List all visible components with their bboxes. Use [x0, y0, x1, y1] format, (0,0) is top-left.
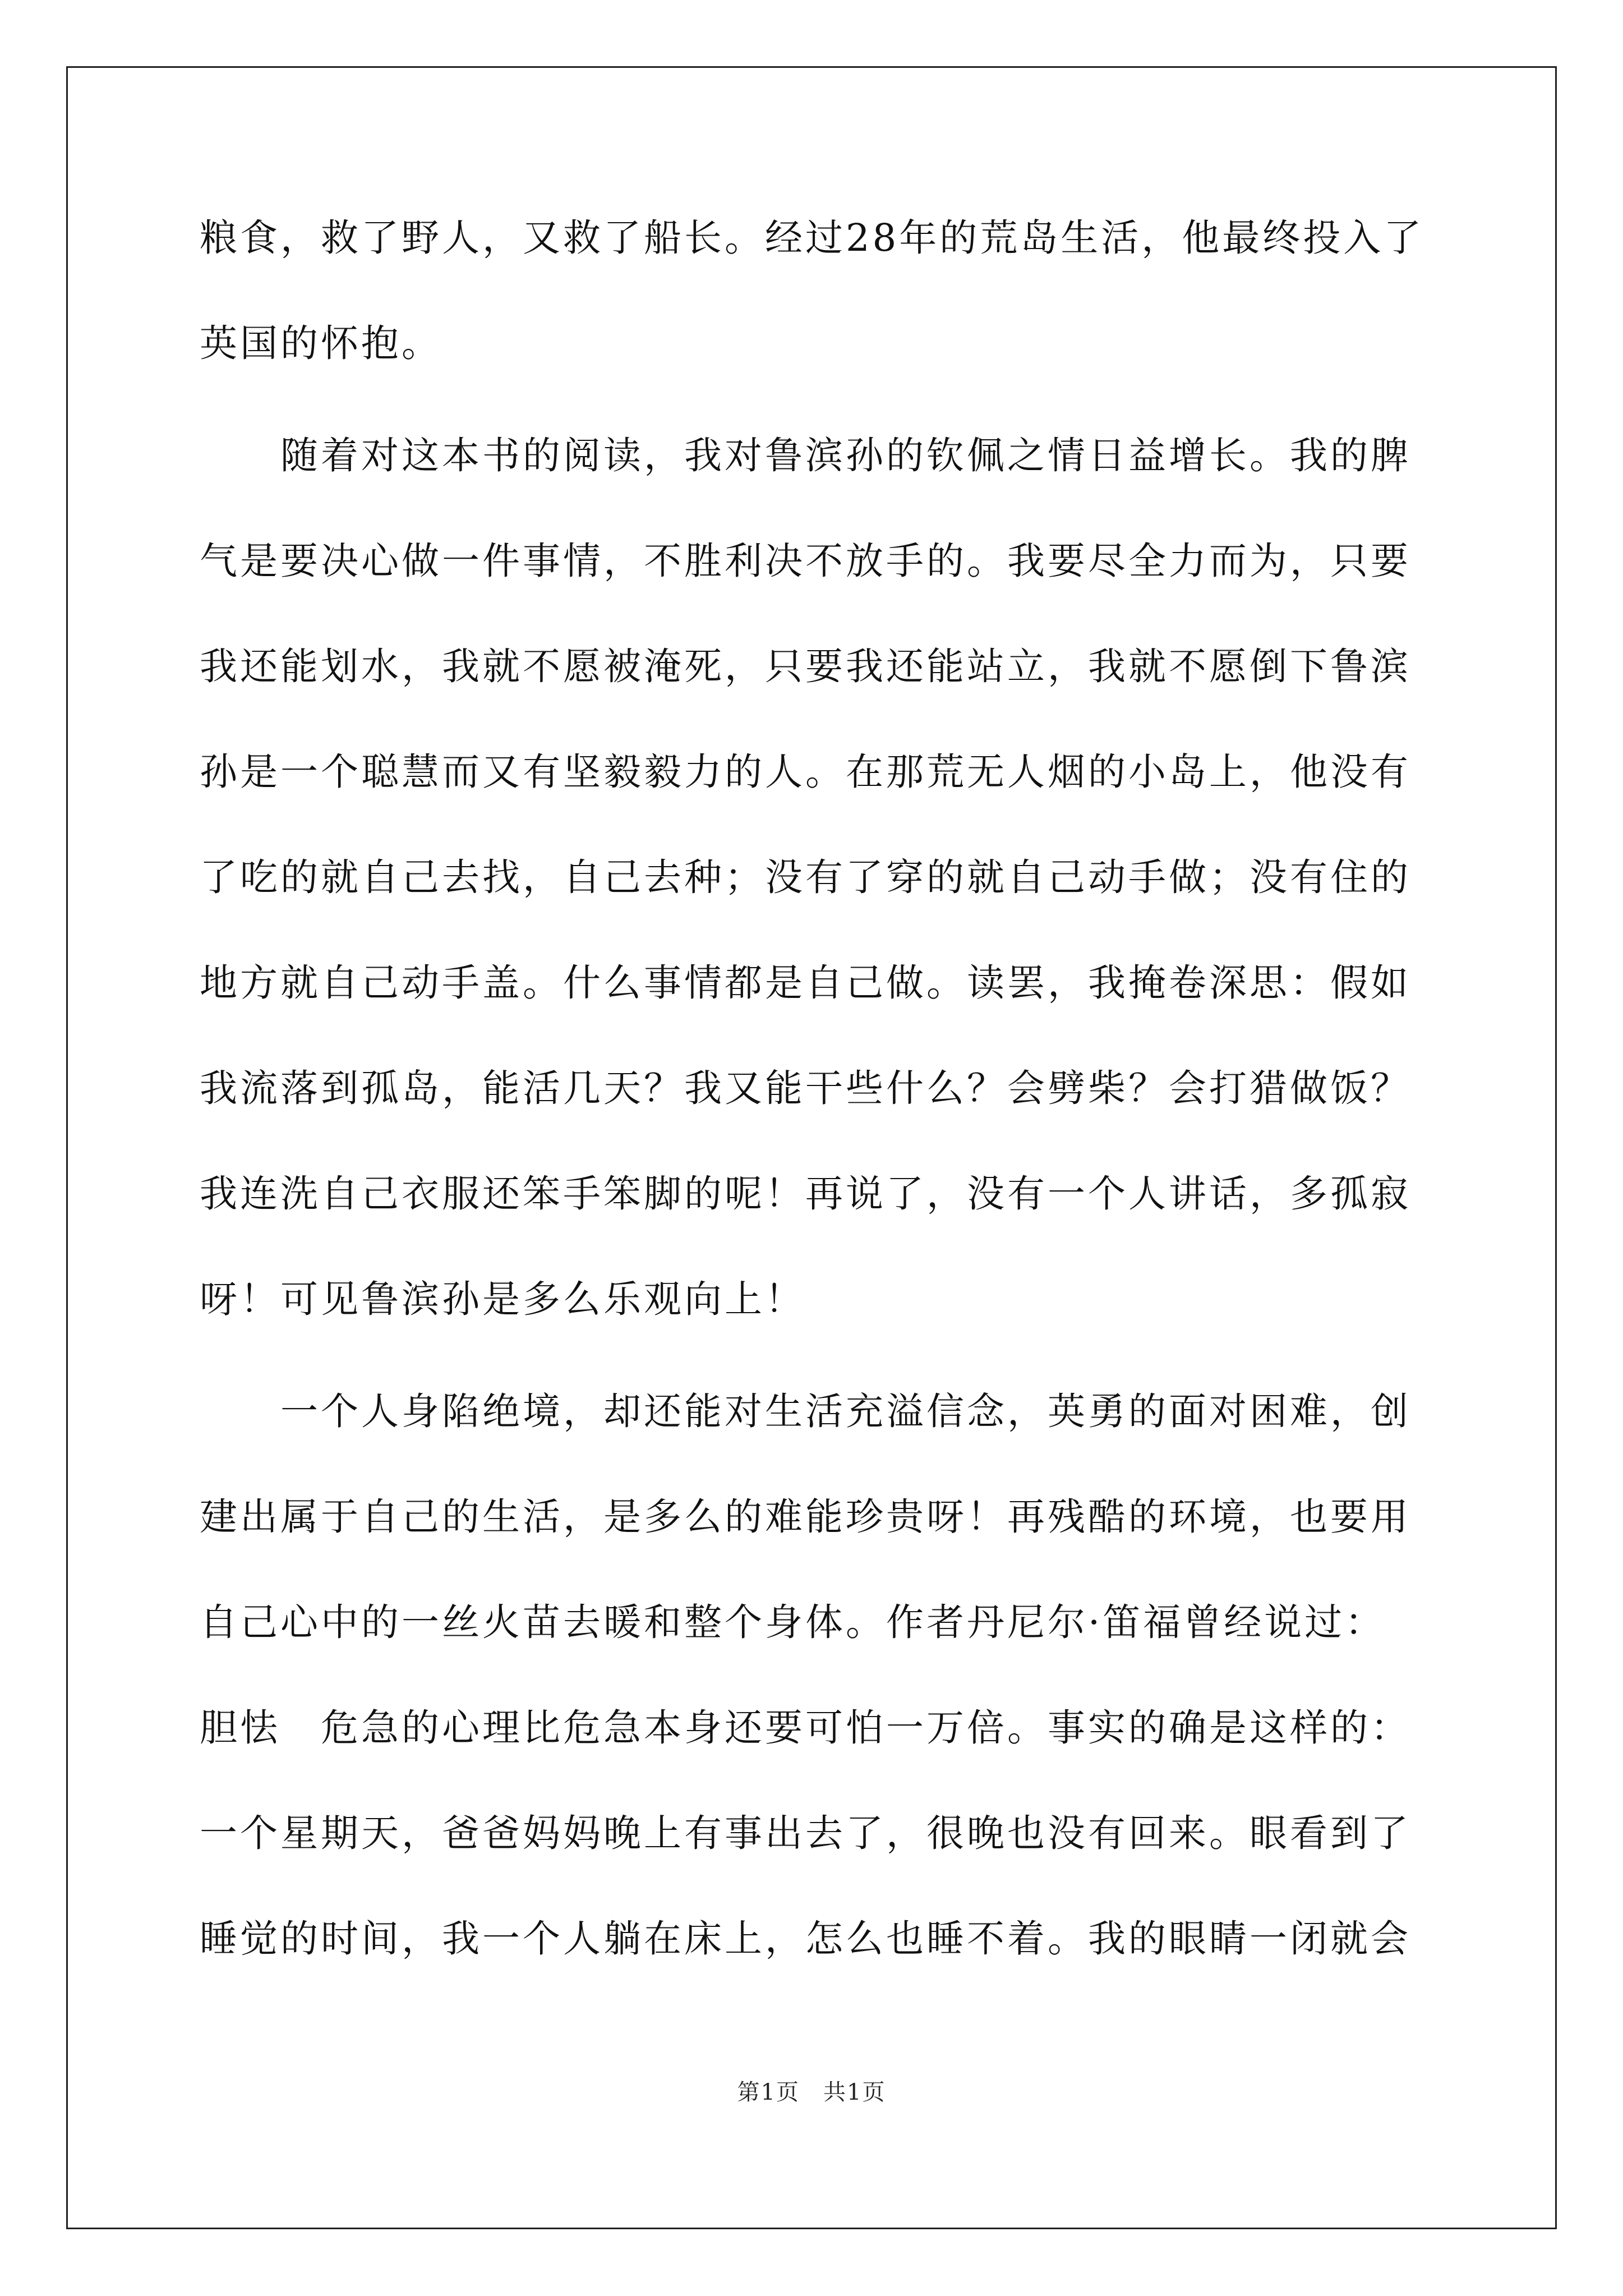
text-line: 地方就自己动手盖。什么事情都是自己做。读罢，我掩卷深思：假如 — [200, 961, 1411, 1005]
text-line: 我连洗自己衣服还笨手笨脚的呢！再说了，没有一个人讲话，多孤寂 — [200, 1172, 1411, 1216]
page-number-footer: 第1页 共1页 — [737, 2079, 886, 2105]
text-line: 了吃的就自己去找，自己去种；没有了穿的就自己动手做；没有住的 — [200, 855, 1411, 899]
text-line: 自己心中的一丝火苗去暖和整个身体。作者丹尼尔·笛福曾经说过： — [200, 1600, 1386, 1644]
text-line: 随着对这本书的阅读，我对鲁滨孙的钦佩之情日益增长。我的脾 — [200, 434, 1411, 477]
text-line: 粮食，救了野人，又救了船长。经过28年的荒岛生活，他最终投入了 — [200, 216, 1424, 260]
paragraph-gap — [200, 1352, 1424, 1359]
text-line: 睡觉的时间，我一个人躺在床上，怎么也睡不着。我的眼睛一闭就会 — [200, 1917, 1411, 1961]
document-body — [200, 185, 1424, 1991]
text-line: 我还能划水，我就不愿被淹死，只要我还能站立，我就不愿倒下鲁滨 — [200, 645, 1411, 688]
text-line: 孙是一个聪慧而又有坚毅毅力的人。在那荒无人烟的小岛上，他没有 — [200, 750, 1411, 794]
text-line: 一个星期天，爸爸妈妈晚上有事出去了，很晚也没有回来。眼看到了 — [200, 1811, 1411, 1855]
text-line: 英国的怀抱。 — [200, 321, 442, 365]
paragraph-gap — [200, 396, 1424, 403]
text-line: 一个人身陷绝境，却还能对生活充溢信念，英勇的面对困难，创 — [200, 1389, 1411, 1433]
text-line: 我流落到孤岛，能活几天？我又能干些什么？会劈柴？会打猎做饭？ — [200, 1066, 1411, 1110]
text-line: 气是要决心做一件事情，不胜利决不放手的。我要尽全力而为，只要 — [200, 539, 1411, 583]
text-line: 呀！可见鲁滨孙是多么乐观向上！ — [200, 1277, 805, 1321]
text-line: 胆怯 危急的心理比危急本身还要可怕一万倍。事实的确是这样的： — [200, 1706, 1411, 1750]
text-line: 建出属于自己的生活，是多么的难能珍贵呀！再残酷的环境，也要用 — [200, 1495, 1411, 1539]
